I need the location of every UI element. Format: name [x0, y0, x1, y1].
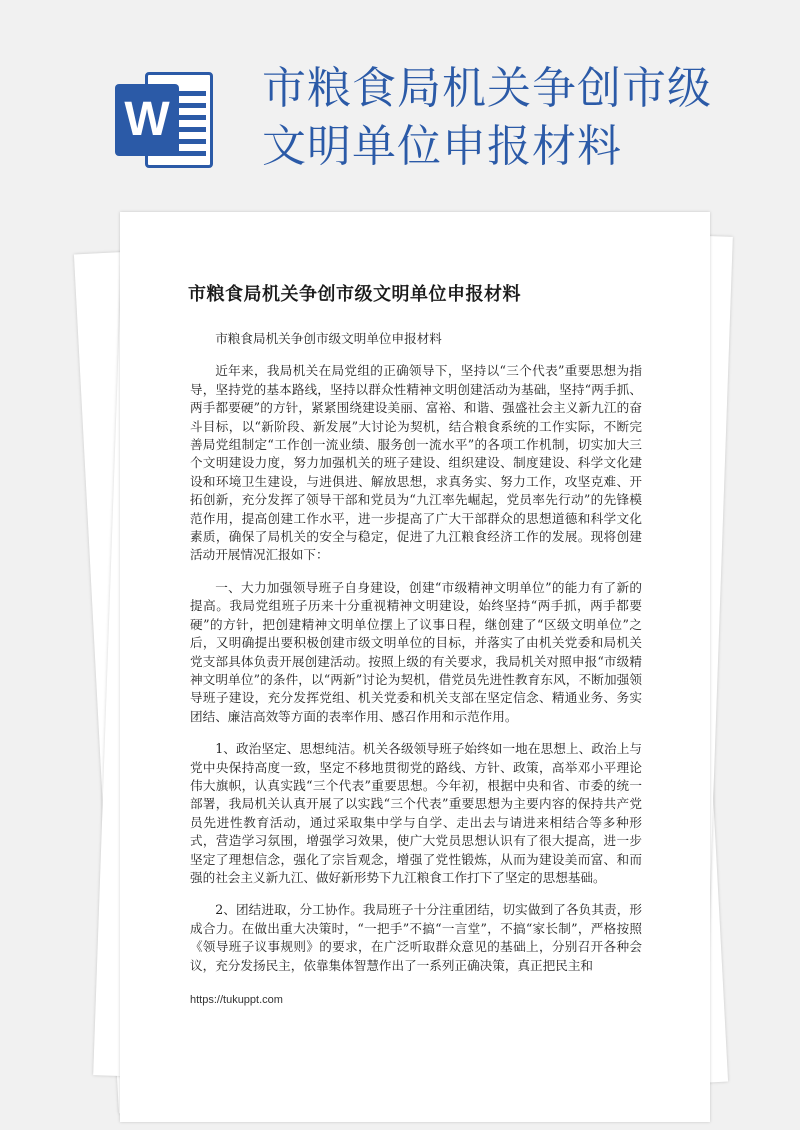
- banner-title-line2: 文明单位申报材料: [262, 121, 622, 172]
- paragraph: 2、团结进取，分工协作。我局班子十分注重团结，切实做到了各负其责，形成合力。在做出重大决策时，“一把手”不搞“一言堂”，不搞“家长制”，严格按照《领导班子议事规则》的要求，在广泛听取群众意见的基础上，分别召开各种会议，充分发扬民主，依靠集体智慧作出了一系列正确决策，真正把民主和: [190, 902, 642, 973]
- document-title: 市粮食局机关争创市级文明单位申报材料: [188, 284, 521, 305]
- paragraph: 近年来，我局机关在局党组的正确领导下，坚持以“三个代表”重要思想为指导，坚持党的基本路线，坚持以群众性精神文明创建活动为基础，坚持“两手抓、两手都要硬”的方针，紧紧围绕建设美丽、富裕、和谐、强盛社会主义新九江的奋斗目标，以“新阶段、新发展”大讨论为契机，结合粮食系统的工作实际，不断完善局党组制定“工作创一流业绩、服务创一流水平”的各项工作机制，切实加大三个文明建设力度，努力加强机关的班子建设、组织建设、制度建设、科学文化建设和环境卫生建设，与进俱进、解放思想，求真务实、努力工作，攻坚克难、开拓创新，充分发挥了领导干部和党员为“九江率先崛起，党员率先行动”的先锋模范作用，提高创建工作水平，进一步提高了广大干部群众的思想道德和科学文化素质，确保了局机关的安全与稳定，促进了九江粮食经济工作的发展。现将创建活动开展情况汇报如下：: [190, 363, 642, 563]
- paragraph: 一、大力加强领导班子自身建设，创建“市级精神文明单位”的能力有了新的提高。我局党组班子历来十分重视精神文明建设，始终坚持“两手抓，两手都要硬”的方针，把创建精神文明单位摆上了议事日程，继创建了“区级文明单位”之后，又明确提出要积极创建市级文明单位的目标，并落实了由机关党委和局机关党支部具体负责开展创建活动。按照上级的有关要求，我局机关对照申报“市级精神文明单位”的条件，以“两新”讨论为契机，借党员先进性教育东风，不断加强领导班子建设，充分发挥党组、机关党委和机关支部在坚定信念、精通业务、务实团结、廉洁高效等方面的表率作用、感召作用和示范作用。: [190, 579, 642, 724]
- banner-title-line1: 市粮食局机关争创市级: [262, 63, 712, 114]
- banner: [0, 0, 800, 200]
- document-content: [120, 212, 710, 1122]
- document-body: [190, 330, 642, 989]
- paragraph: 1、政治坚定、思想纯洁。机关各级领导班子始终如一地在思想上、政治上与党中央保持高度一致，坚定不移地贯彻党的路线、方针、政策，高举邓小平理论伟大旗帜，认真实践“三个代表”重要思想。今年初，根据中央和省、市委的统一部署，我局机关认真开展了以实践“三个代表”重要思想为主要内容的保持共产党员先进性教育活动，通过采取集中学与自学、走出去与请进来相结合等多种形式，营造学习氛围，增强学习效果，使广大党员思想认识有了很大提高，进一步坚定了理想信念，强化了宗旨观念，增强了党性锻炼，从而为建设美而富、和而强的社会主义新九江、做好新形势下九江粮食工作打下了坚定的思想基础。: [190, 741, 642, 885]
- document-subtitle: 市粮食局机关争创市级文明单位申报材料: [215, 331, 442, 346]
- source-url: https://tukuppt.com: [190, 994, 283, 1006]
- banner-title: [262, 60, 782, 176]
- word-document-icon: [115, 72, 215, 172]
- word-w-badge: W: [115, 84, 179, 156]
